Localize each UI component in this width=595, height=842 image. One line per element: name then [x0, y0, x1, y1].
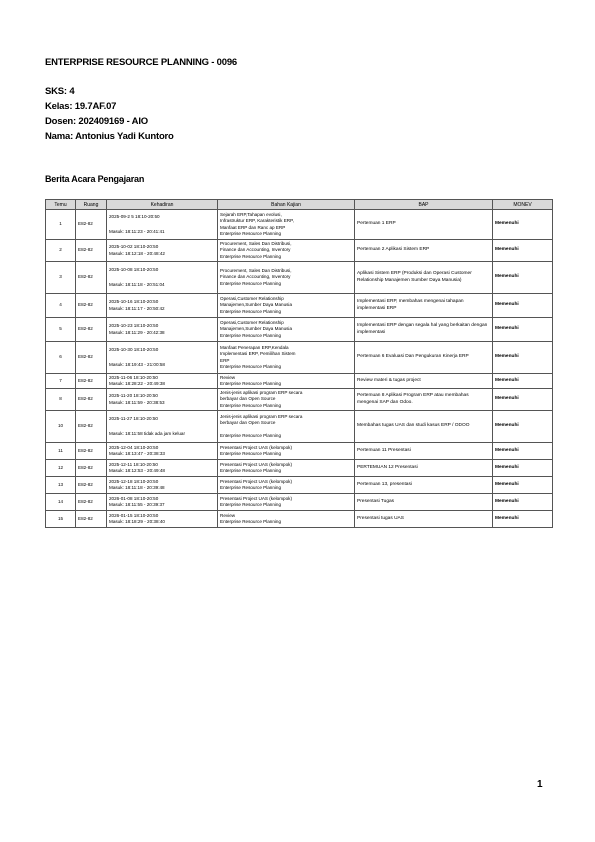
cell-monev: Memenuhi — [493, 262, 553, 294]
cell-monev: Memenuhi — [493, 342, 553, 374]
cell-monev: Memenuhi — [493, 318, 553, 342]
cell-monev: Memenuhi — [493, 477, 553, 494]
cell-monev: Memenuhi — [493, 443, 553, 460]
schedule-time: 2025-11-06 18:10-20:50 — [109, 374, 158, 380]
table-row — [46, 389, 553, 411]
schedule-time: 2026-01-08 18:10-20:50 — [109, 495, 159, 501]
bahan-kajian-line: Presentasi Project UAS (kelompok) — [220, 478, 292, 484]
cell-ruang: E82-82 — [76, 262, 107, 294]
bahan-kajian-line: berbayar dan Open Source — [220, 396, 276, 402]
cell-ruang: E82-82 — [76, 342, 107, 374]
schedule-time: 2025-11-27 18:10-20:50 — [109, 415, 158, 421]
col-header-bahan-kajian: Bahan Kajian — [218, 200, 355, 210]
page-number: 1 — [537, 779, 543, 790]
course-info — [45, 84, 174, 144]
attendance-time: Masuk: 18:11:55 - 20:39:37 — [109, 502, 165, 507]
bahan-kajian-line: Operasi,Customer Relationship — [220, 320, 284, 326]
schedule-time: 2025-10-23 18:10-20:50 — [109, 323, 159, 329]
cell-bahan-kajian — [218, 460, 355, 477]
cell-monev: Memenuhi — [493, 294, 553, 318]
bahan-kajian-line: Enterprise Resource Planning — [220, 253, 282, 259]
table-body — [46, 210, 553, 528]
table-row — [46, 240, 553, 262]
cell-temu: 14 — [46, 494, 76, 511]
bahan-kajian-line: Review — [220, 374, 236, 380]
cell-temu: 11 — [46, 443, 76, 460]
attendance-time: Masuk: 18:11:58 tidak ada jam keluar — [109, 431, 186, 436]
cell-bahan-kajian — [218, 262, 355, 294]
attendance-time: Masuk: 18:13:47 - 20:38:33 — [109, 451, 165, 456]
attendance-time: Masuk: 18:11:23 - 20:41:41 — [109, 229, 165, 234]
schedule-time: 2025-10-08 18:10-20:50 — [109, 266, 159, 272]
cell-ruang: E82-82 — [76, 294, 107, 318]
bahan-kajian-line: Enterprise Resource Planning — [220, 432, 282, 438]
cell-bahan-kajian — [218, 411, 355, 443]
cell-temu: 13 — [46, 477, 76, 494]
schedule-time: 2025-09-2 5 18:10-20:50 — [109, 213, 160, 219]
bahan-kajian-line: Sejarah ERP,Tahapan evolusi, — [220, 212, 282, 218]
bahan-kajian-line: Enterprise Resource Planning — [220, 451, 282, 456]
cell-bahan-kajian — [218, 477, 355, 494]
bahan-kajian-line: berbayar dan Open Source — [220, 420, 276, 426]
bahan-kajian-line: Jenis-jenis aplikasi program ERP secara — [220, 414, 303, 420]
bahan-kajian-line: Enterprise Resource Planning — [220, 519, 282, 524]
cell-bahan-kajian — [218, 374, 355, 389]
cell-temu: 3 — [46, 262, 76, 294]
cell-temu: 15 — [46, 511, 76, 528]
col-header-ruang: Ruang — [76, 200, 107, 210]
cell-bahan-kajian — [218, 210, 355, 240]
cell-ruang: E82-82 — [76, 389, 107, 411]
cell-ruang: E82-82 — [76, 210, 107, 240]
cell-bap: Pertemuan 8 Aplikasi Program ERP atau membahas mengenai SAP dan Odoo. — [355, 389, 493, 411]
table-row — [46, 342, 553, 374]
table-row — [46, 411, 553, 443]
bahan-kajian-line: Enterprise Resource Planning — [220, 280, 282, 286]
table-row — [46, 262, 553, 294]
bahan-kajian-line: Enterprise Resource Planning — [220, 308, 282, 314]
cell-kehadiran — [107, 318, 218, 342]
bahan-kajian-line: Enterprise Resource Planning — [220, 363, 282, 369]
bahan-kajian-line: Review — [220, 512, 236, 518]
cell-bahan-kajian — [218, 494, 355, 511]
attendance-time: Masuk: 18:11:17 - 20:50:42 — [109, 305, 165, 311]
schedule-time: 2025-12-18 18:10-20:50 — [109, 478, 159, 484]
cell-temu: 6 — [46, 342, 76, 374]
cell-bap: Pertemuan 6 Evaluasi Dan Pengukuran Kinerja ERP — [355, 342, 493, 374]
attendance-time: Masuk: 18:18:29 - 20:38:40 — [109, 519, 165, 524]
schedule-time: 2025-12-11 18:10-20:50 — [109, 461, 158, 467]
attendance-time: Masuk: 18:11:18 - 20:51:04 — [109, 282, 165, 287]
bahan-kajian-line: ERP — [220, 357, 230, 363]
bahan-kajian-line: Enterprise Resource Planning — [220, 468, 282, 473]
bahan-kajian-line: Finance dan Accounting, Inventory — [220, 247, 291, 253]
cell-temu: 7 — [46, 374, 76, 389]
cell-bahan-kajian — [218, 240, 355, 262]
cell-bahan-kajian — [218, 511, 355, 528]
cell-kehadiran — [107, 389, 218, 411]
cell-kehadiran — [107, 294, 218, 318]
table-row — [46, 443, 553, 460]
cell-kehadiran — [107, 342, 218, 374]
cell-monev: Memenuhi — [493, 389, 553, 411]
bahan-kajian-line: Presentasi Project UAS (kelompok) — [220, 495, 292, 501]
cell-bap: Implementasi ERP, membahas mengenai tahapan implementasi ERP — [355, 294, 493, 318]
bahan-kajian-line: Procurement, Sales Dan Distribusi, — [220, 268, 292, 274]
cell-monev: Memenuhi — [493, 411, 553, 443]
table-row — [46, 477, 553, 494]
cell-ruang: E82-82 — [76, 443, 107, 460]
berita-acara-table — [45, 199, 553, 528]
cell-bap: Pertemuan 2 Aplikasi Sistem ERP — [355, 240, 493, 262]
bahan-kajian-line: Enterprise Resource Planning — [220, 485, 282, 490]
bahan-kajian-line: Manfaat ERP dan Ranc ap ERP — [220, 224, 286, 230]
cell-bahan-kajian — [218, 294, 355, 318]
schedule-time: 2025-11-20 18:10-20:50 — [109, 393, 158, 399]
schedule-time: 2025-12-04 18:10-20:50 — [109, 444, 159, 450]
col-header-temu: Temu — [46, 200, 76, 210]
schedule-time: 2026-01-15 18:10-20:50 — [109, 512, 159, 518]
cell-bahan-kajian — [218, 443, 355, 460]
cell-ruang: E82-82 — [76, 318, 107, 342]
schedule-time: 2025-10-02 18:10-20:50 — [109, 244, 159, 250]
nama-line: Nama: Antonius Yadi Kuntoro — [45, 131, 174, 142]
bahan-kajian-line: Manajemen,Sumber Daya Manusia — [220, 326, 293, 332]
bahan-kajian-line: Manfaat Penerapan ERP,Kendala — [220, 345, 289, 351]
cell-kehadiran — [107, 262, 218, 294]
cell-kehadiran — [107, 443, 218, 460]
attendance-time: Masuk: 18:12:18 - 20:48:42 — [109, 250, 165, 256]
cell-bap: Pertemuan 1 ERP — [355, 210, 493, 240]
course-title: ENTERPRISE RESOURCE PLANNING - 0096 — [45, 57, 238, 68]
cell-ruang: E82-82 — [76, 374, 107, 389]
bahan-kajian-line: Enterprise Resource Planning — [220, 402, 282, 408]
cell-ruang: E82-82 — [76, 240, 107, 262]
bahan-kajian-line: Enterprise Resource Planning — [220, 332, 282, 338]
schedule-time: 2025-10-30 18:10-20:50 — [109, 346, 159, 352]
cell-bap: Review materi & tugas project — [355, 374, 493, 389]
bahan-kajian-line: Operasi,Customer Relationship — [220, 296, 284, 302]
col-header-bap: BAP — [355, 200, 493, 210]
cell-bap: Pertemuan 13, presentasi — [355, 477, 493, 494]
cell-bap: Membahas tugas UAS dan studi kasus ERP / ODOO — [355, 411, 493, 443]
cell-temu: 4 — [46, 294, 76, 318]
attendance-time: Masuk: 18:28:22 - 20:49:38 — [109, 381, 165, 386]
cell-bap: PERTEMUAN 12 Presentasi — [355, 460, 493, 477]
schedule-time: 2025-10-16 18:10-20:50 — [109, 299, 159, 305]
table-header-row — [46, 200, 553, 210]
attendance-time: Masuk: 18:11:29 - 20:42:38 — [109, 329, 165, 335]
cell-ruang: E82-82 — [76, 477, 107, 494]
bahan-kajian-line: Enterprise Resource Planning — [220, 502, 282, 507]
cell-kehadiran — [107, 511, 218, 528]
cell-temu: 5 — [46, 318, 76, 342]
cell-temu: 10 — [46, 411, 76, 443]
cell-ruang: E82-82 — [76, 494, 107, 511]
cell-monev: Memenuhi — [493, 240, 553, 262]
cell-temu: 8 — [46, 389, 76, 411]
table-row — [46, 210, 553, 240]
cell-kehadiran — [107, 240, 218, 262]
attendance-time: Masuk: 18:11:18 - 20:39:48 — [109, 485, 165, 490]
table-row — [46, 374, 553, 389]
cell-ruang: E82-82 — [76, 411, 107, 443]
attendance-time: Masuk: 18:11:59 - 20:38:53 — [109, 399, 165, 405]
dosen-line: Dosen: 202409169 - AIO — [45, 116, 148, 127]
sks-line: SKS: 4 — [45, 86, 75, 97]
cell-bap: Implementasi ERP dengan segala hal yang berkaitan dengan implementasi — [355, 318, 493, 342]
cell-bap: Presentasi tugas UAS — [355, 511, 493, 528]
cell-kehadiran — [107, 411, 218, 443]
col-header-monev: MONEV — [493, 200, 553, 210]
cell-monev: Memenuhi — [493, 511, 553, 528]
bahan-kajian-line: Jenis-jenis aplikasi program ERP secara — [220, 390, 303, 396]
cell-ruang: E82-82 — [76, 511, 107, 528]
section-title: Berita Acara Pengajaran — [45, 174, 145, 184]
table-row — [46, 318, 553, 342]
bahan-kajian-line: Presentasi Project UAS (kelompok) — [220, 461, 292, 467]
cell-kehadiran — [107, 210, 218, 240]
cell-kehadiran — [107, 460, 218, 477]
cell-monev: Memenuhi — [493, 210, 553, 240]
cell-temu: 2 — [46, 240, 76, 262]
bahan-kajian-line: Manajemen,Sumber Daya Manusia — [220, 302, 293, 308]
bahan-kajian-line: Infrastruktur ERP, Karakteristik ERP, — [220, 218, 294, 224]
bahan-kajian-line: Enterprise Resource Planning — [220, 381, 282, 386]
cell-kehadiran — [107, 374, 218, 389]
col-header-kehadiran: Kehadiran — [107, 200, 218, 210]
table-row — [46, 460, 553, 477]
cell-bap: Aplikasi Sistem ERP (Produksi dan Operasi Customer Relationship Manajemen Sumber Daya Manusia) — [355, 262, 493, 294]
table-row — [46, 494, 553, 511]
bahan-kajian-line: Enterprise Resource Planning — [220, 230, 282, 236]
cell-temu: 1 — [46, 210, 76, 240]
attendance-time: Masuk: 18:12:53 - 20:49:48 — [109, 468, 165, 473]
attendance-time: Masuk: 18:19:43 - 21:00:58 — [109, 362, 165, 367]
bahan-kajian-line: Procurement, Sales Dan Distribusi, — [220, 241, 292, 247]
bahan-kajian-line: Finance dan Accounting, Inventory — [220, 274, 291, 280]
cell-monev: Memenuhi — [493, 494, 553, 511]
cell-kehadiran — [107, 477, 218, 494]
cell-bahan-kajian — [218, 342, 355, 374]
cell-ruang: E82-82 — [76, 460, 107, 477]
bahan-kajian-line: Implementasi ERP, Pemilihan Sistem — [220, 351, 296, 357]
table-row — [46, 294, 553, 318]
cell-bahan-kajian — [218, 389, 355, 411]
bahan-kajian-line: Presentasi Project UAS (kelompok) — [220, 444, 292, 450]
cell-bap: Pertemuan 11 Presentasi — [355, 443, 493, 460]
cell-kehadiran — [107, 494, 218, 511]
kelas-line: Kelas: 19.7AF.07 — [45, 101, 117, 112]
cell-bap: Presentasi Tugas — [355, 494, 493, 511]
cell-monev: Memenuhi — [493, 460, 553, 477]
table-row — [46, 511, 553, 528]
cell-bahan-kajian — [218, 318, 355, 342]
cell-monev: Memenuhi — [493, 374, 553, 389]
cell-temu: 12 — [46, 460, 76, 477]
